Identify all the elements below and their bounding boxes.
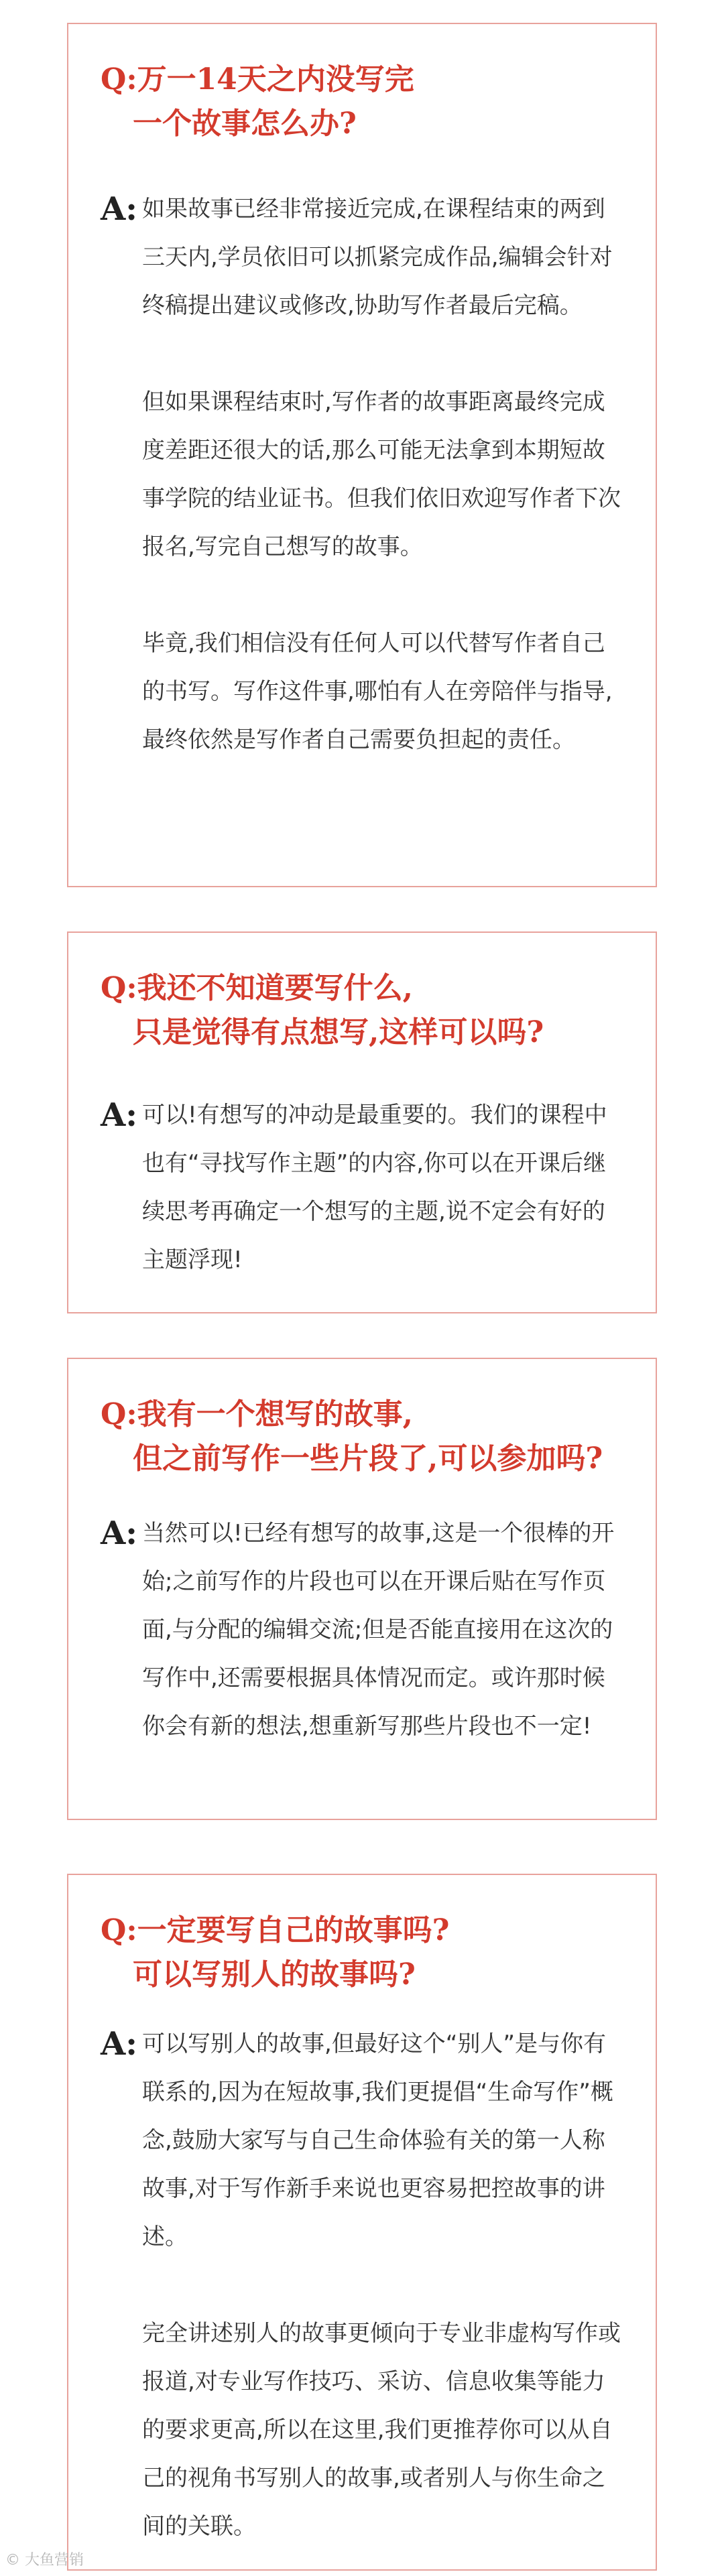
question-line: 但之前写作一些片段了,可以参加吗? <box>133 1441 603 1476</box>
faq-card-4 <box>67 1874 657 2571</box>
watermark: © 大鱼营销 <box>5 2552 84 2569</box>
question-title <box>101 1393 603 1481</box>
question-title <box>101 1909 449 1997</box>
question-line: Q:我还不知道要写什么, <box>101 971 413 1005</box>
answer-mark: A: <box>101 1515 137 1552</box>
answer-paragraph: 但如果课程结束时,写作者的故事距离最终完成度差距还很大的话,那么可能无法拿到本期短故事学院的结业证书。但我们依旧欢迎写作者下次报名,写完自己想写的故事。 <box>142 389 621 560</box>
faq-card-3 <box>67 1358 657 1820</box>
answer-paragraph: 可以写别人的故事,但最好这个“别人”是与你有联系的,因为在短故事,我们更提倡“生命写作”概念,鼓励大家写与自己生命体验有关的第一人称故事,对于写作新手来说也更容易把控故事的讲述。 <box>142 2031 613 2250</box>
question-line: 可以写别人的故事吗? <box>133 1957 416 1992</box>
answer-body <box>142 185 625 764</box>
answer-body <box>142 1091 625 1284</box>
answer-mark: A: <box>101 2025 137 2063</box>
answer-body <box>142 1509 625 1750</box>
question-line: Q:万一14天之内没写完 <box>101 62 414 96</box>
question-line: 只是觉得有点想写,这样可以吗? <box>133 1015 544 1049</box>
faq-card-1 <box>67 23 657 887</box>
faq-card-2 <box>67 931 657 1313</box>
answer-paragraph: 可以!有想写的冲动是最重要的。我们的课程中也有“寻找写作主题”的内容,你可以在开课后继续思考再确定一个想写的主题,说不定会有好的主题浮现! <box>142 1102 607 1273</box>
answer-paragraph: 完全讲述别人的故事更倾向于专业非虚构写作或报道,对专业写作技巧、采访、信息收集等能力的要求更高,所以在这里,我们更推荐你可以从自己的视角书写别人的故事,或者别人与你生命之间的关联。 <box>142 2320 621 2540</box>
answer-body <box>142 2020 625 2551</box>
question-title <box>101 58 414 146</box>
question-line: Q:我有一个想写的故事, <box>101 1397 413 1431</box>
answer-paragraph: 如果故事已经非常接近完成,在课程结束的两到三天内,学员依旧可以抓紧完成作品,编辑会针对终稿提出建议或修改,协助写作者最后完稿。 <box>142 196 613 319</box>
question-line: Q:一定要写自己的故事吗? <box>101 1913 450 1947</box>
answer-paragraph: 毕竟,我们相信没有任何人可以代替写作者自己的书写。写作这件事,哪怕有人在旁陪伴与指导,最终依然是写作者自己需要负担起的责任。 <box>142 630 613 753</box>
question-title <box>101 966 544 1055</box>
answer-paragraph: 当然可以!已经有想写的故事,这是一个很棒的开始;之前写作的片段也可以在开课后贴在写作页面,与分配的编辑交流;但是否能直接用在这次的写作中,还需要根据具体情况而定。或许那时候你会有新的想法,想重新写那些片段也不一定! <box>142 1520 615 1740</box>
answer-mark: A: <box>101 1096 137 1134</box>
question-line: 一个故事怎么办? <box>133 107 357 141</box>
answer-mark: A: <box>101 190 137 228</box>
